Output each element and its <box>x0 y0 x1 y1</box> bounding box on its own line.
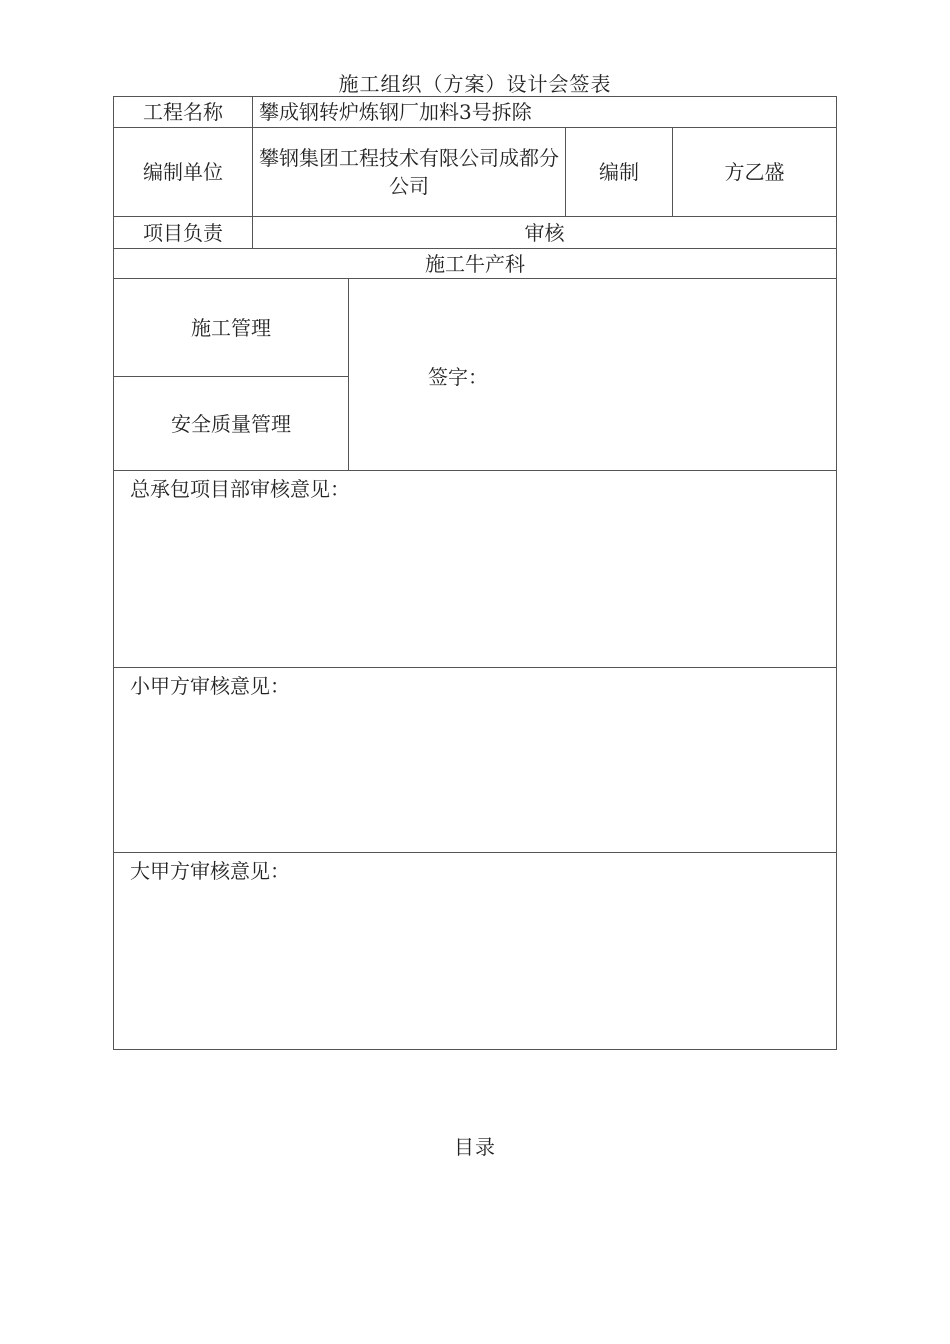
prep-unit-value <box>252 127 566 217</box>
safety-quality-mgmt-label-text: 安全质量管理 <box>171 411 291 436</box>
prepared-by-value <box>672 127 837 217</box>
construction-mgmt-label <box>113 278 349 377</box>
general-contractor-opinion-box[interactable] <box>113 470 837 668</box>
general-contractor-opinion-label: 总承包项目部审核意见： <box>130 477 350 501</box>
prep-unit-label <box>113 127 253 217</box>
project-name-label-text: 工程名称 <box>143 100 223 124</box>
project-lead-label <box>113 216 253 249</box>
prepared-by-label-text: 编制 <box>599 160 639 184</box>
review-label-text: 审核 <box>524 220 565 245</box>
prep-unit-value-text: 攀钢集团工程技术有限公司成都分公司 <box>259 146 559 198</box>
project-lead-label-text: 项目负责 <box>143 220 223 245</box>
production-dept-label-text: 施工牛产科 <box>425 251 525 276</box>
prepared-by-label <box>565 127 673 217</box>
signature-label: 签字： <box>428 365 488 389</box>
prepared-by-value-text: 方乙盛 <box>724 160 785 184</box>
project-name-value <box>252 96 837 128</box>
major-owner-opinion-label: 大甲方审核意见： <box>130 859 290 883</box>
project-name-label <box>113 96 253 128</box>
project-name-value-text: 攀成钢转炉炼钢厂加料3号拆除 <box>259 100 532 124</box>
prep-unit-label-text: 编制单位 <box>143 160 223 184</box>
minor-owner-opinion-label: 小甲方审核意见： <box>130 674 290 698</box>
toc-title: 目录 <box>454 1135 496 1159</box>
document-title: 施工组织（方案）设计会签表 <box>338 72 612 96</box>
major-owner-opinion-box[interactable] <box>113 852 837 1050</box>
safety-quality-mgmt-label <box>113 376 349 471</box>
minor-owner-opinion-box[interactable] <box>113 667 837 853</box>
construction-mgmt-label-text: 施工管理 <box>191 315 271 340</box>
review-cell <box>252 216 837 249</box>
production-dept-header <box>113 248 837 279</box>
signature-area[interactable] <box>348 278 837 471</box>
